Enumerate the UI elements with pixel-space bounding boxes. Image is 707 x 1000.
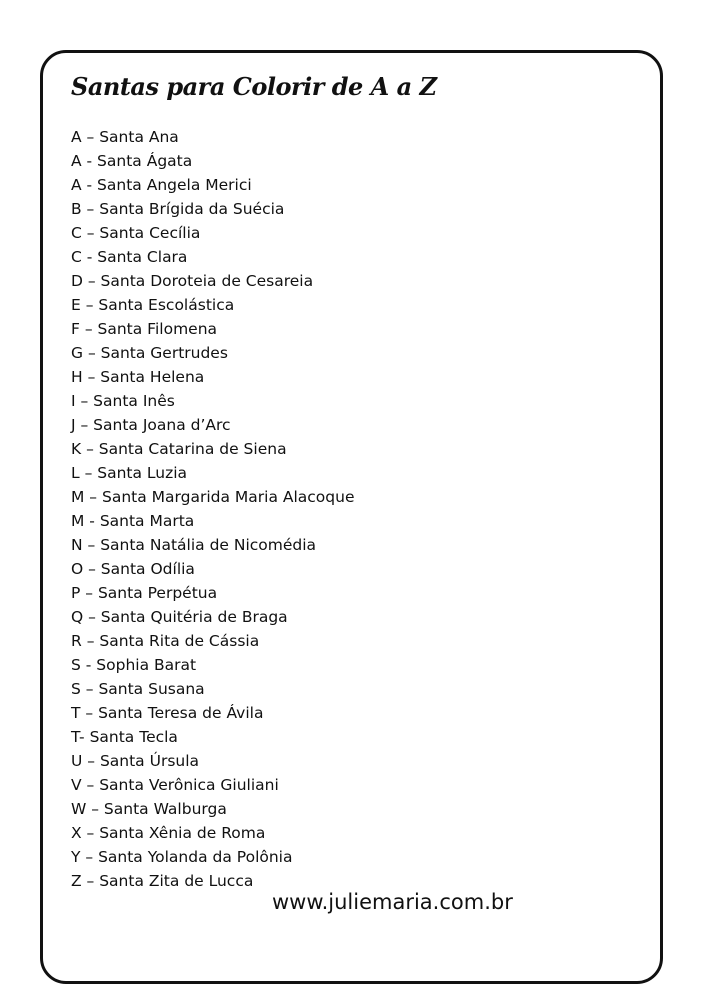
list-item: C - Santa Clara — [71, 248, 188, 266]
list-item: O – Santa Odília — [71, 560, 195, 578]
list-item: S - Sophia Barat — [71, 656, 197, 674]
list-item: F – Santa Filomena — [71, 320, 218, 338]
list-item: G – Santa Gertrudes — [71, 344, 228, 362]
list-item: Y – Santa Yolanda da Polônia — [71, 848, 293, 866]
list-item: W – Santa Walburga — [71, 800, 227, 818]
list-item: U – Santa Úrsula — [71, 752, 200, 770]
list-item: X – Santa Xênia de Roma — [71, 824, 266, 842]
list-item: H – Santa Helena — [71, 368, 205, 386]
list-item: N – Santa Natália de Nicomédia — [71, 536, 317, 554]
list-item: Q – Santa Quitéria de Braga — [71, 608, 288, 626]
list-item: R – Santa Rita de Cássia — [71, 632, 260, 650]
list-item: K – Santa Catarina de Siena — [71, 440, 287, 458]
list-item: T – Santa Teresa de Ávila — [71, 704, 264, 722]
website-url: www.juliemaria.com.br — [272, 890, 513, 914]
list-item: B – Santa Brígida da Suécia — [71, 200, 285, 218]
list-item: C – Santa Cecília — [71, 224, 201, 242]
list-item: L – Santa Luzia — [71, 464, 188, 482]
list-item: M – Santa Margarida Maria Alacoque — [71, 488, 355, 506]
list-item: M - Santa Marta — [71, 512, 195, 530]
list-item: T- Santa Tecla — [71, 728, 178, 746]
list-item: Z – Santa Zita de Lucca — [71, 872, 254, 890]
list-item: J – Santa Joana d’Arc — [71, 416, 231, 434]
list-item: A – Santa Ana — [71, 128, 179, 146]
list-item: D – Santa Doroteia de Cesareia — [71, 272, 314, 290]
list-item: A - Santa Ágata — [71, 152, 193, 170]
page-title: Santas para Colorir de A a Z — [71, 72, 437, 101]
list-item: V – Santa Verônica Giuliani — [71, 776, 279, 794]
saints-list — [71, 126, 354, 894]
list-item: I – Santa Inês — [71, 392, 175, 410]
list-item: A - Santa Angela Merici — [71, 176, 252, 194]
list-item: S – Santa Susana — [71, 680, 205, 698]
list-item: P – Santa Perpétua — [71, 584, 218, 602]
list-item: E – Santa Escolástica — [71, 296, 235, 314]
